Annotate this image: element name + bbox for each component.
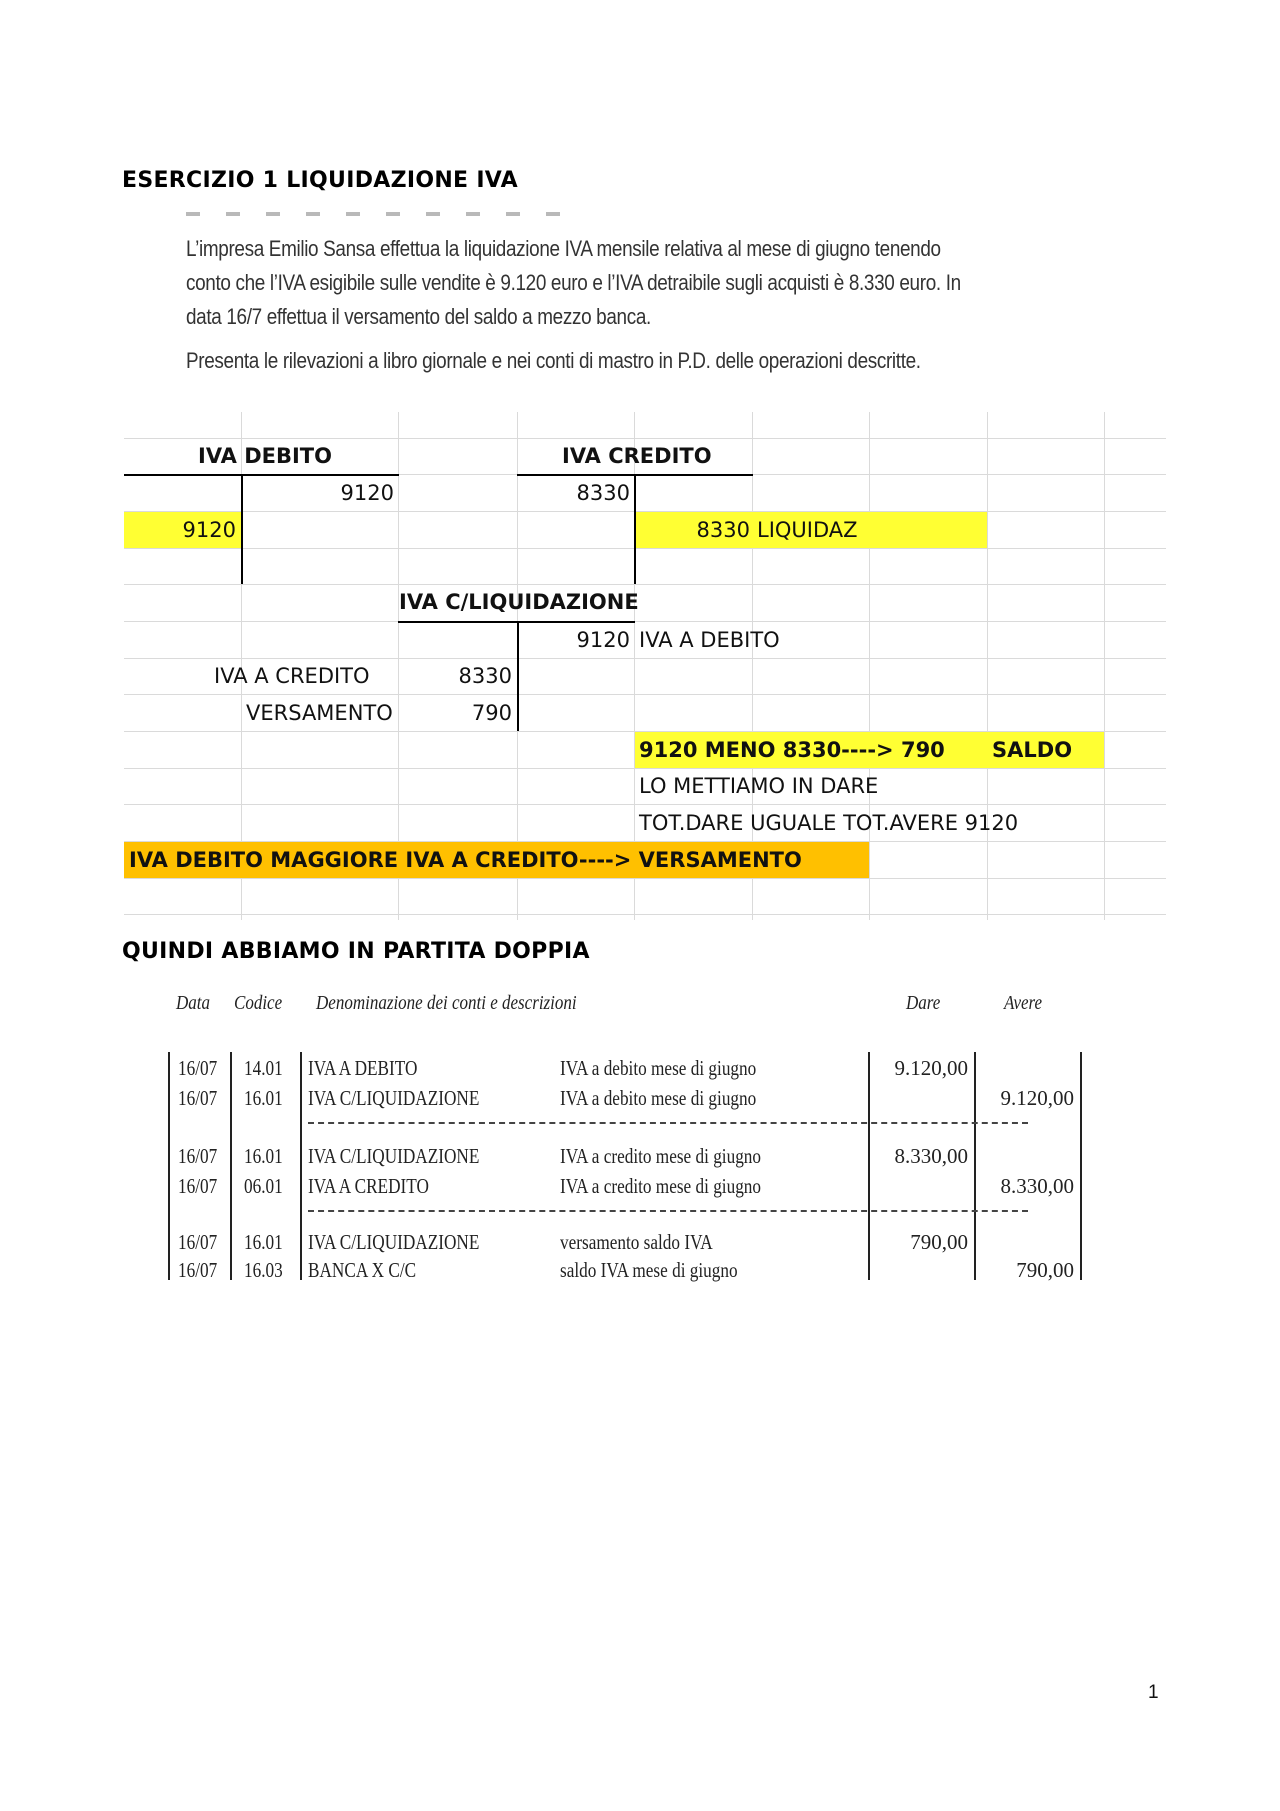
row4-codice: 06.01 — [244, 1174, 283, 1198]
iva-credito-title: IVA CREDITO — [562, 444, 712, 468]
iva-liq-avere-label: IVA A DEBITO — [639, 628, 780, 652]
journal-title: QUINDI ABBIAMO IN PARTITA DOPPIA — [122, 939, 590, 964]
column-rule — [168, 1052, 170, 1280]
row2-descr: IVA a debito mese di giugno — [560, 1086, 757, 1110]
entry-separator — [308, 1210, 1028, 1212]
row6-avere: 790,00 — [1016, 1258, 1074, 1282]
iva-liq-title: IVA C/LIQUIDAZIONE — [399, 590, 639, 614]
iva-credito-note: LIQUIDAZ — [757, 518, 858, 542]
iva-liq-dare1-label: IVA A CREDITO — [214, 664, 370, 688]
row3-dare: 8.330,00 — [894, 1144, 968, 1168]
iva-debito-title: IVA DEBITO — [198, 444, 332, 468]
column-rule — [300, 1052, 302, 1280]
exercise-title: ESERCIZIO 1 LIQUIDAZIONE IVA — [122, 168, 518, 193]
row4-conto: IVA A CREDITO — [308, 1174, 429, 1198]
iva-credito-avere: 8330 — [696, 518, 750, 542]
row1-conto: IVA A DEBITO — [308, 1056, 418, 1080]
row6-codice: 16.03 — [244, 1258, 283, 1282]
grid-line — [124, 584, 1166, 585]
row3-conto: IVA C/LIQUIDAZIONE — [308, 1144, 480, 1168]
grid-line — [1104, 412, 1105, 920]
row5-conto: IVA C/LIQUIDAZIONE — [308, 1230, 480, 1254]
problem-statement — [186, 232, 977, 378]
iva-liq-dare1-value: 8330 — [458, 664, 512, 688]
scan-artifact-bar — [186, 212, 566, 216]
saldo-label: SALDO — [992, 738, 1073, 762]
col-header-data: Data — [176, 992, 210, 1014]
row2-data: 16/07 — [178, 1086, 218, 1110]
row2-avere: 9.120,00 — [1000, 1086, 1074, 1110]
page-number: 1 — [1148, 1682, 1159, 1703]
row4-avere: 8.330,00 — [1000, 1174, 1074, 1198]
t-accounts-sheet — [124, 412, 1166, 920]
grid-line — [124, 914, 1166, 915]
iva-credito-dare: 8330 — [576, 481, 630, 505]
grid-line — [124, 548, 1166, 549]
entry-separator — [308, 1122, 1028, 1124]
row1-dare: 9.120,00 — [894, 1056, 968, 1080]
journal-table — [168, 992, 1088, 1292]
row5-codice: 16.01 — [244, 1230, 283, 1254]
conclusion-note: IVA DEBITO MAGGIORE IVA A CREDITO----> VERSAMENTO — [129, 848, 802, 872]
row4-data: 16/07 — [178, 1174, 218, 1198]
row4-descr: IVA a credito mese di giugno — [560, 1174, 762, 1198]
iva-debito-avere: 9120 — [340, 481, 394, 505]
col-header-dare: Dare — [906, 992, 941, 1014]
col-header-codice: Codice — [234, 992, 283, 1014]
iva-liq-dare2-value: 790 — [471, 701, 512, 725]
column-rule — [230, 1052, 232, 1280]
col-header-denominazione: Denominazione dei conti e descrizioni — [316, 992, 577, 1014]
problem-paragraph-1: L’impresa Emilio Sansa effettua la liquidazione IVA mensile relativa al mese di giugno tenendo conto che l’IVA esigibile sulle vendite è 9.120 euro e l’IVA detraibile sugli acquisti è 8.330 euro. In data 16/7 effettua il versamento del saldo a mezzo banca. — [186, 236, 961, 329]
col-header-avere: Avere — [1004, 992, 1043, 1014]
iva-debito-dare: 9120 — [182, 518, 236, 542]
row5-dare: 790,00 — [910, 1230, 968, 1254]
grid-line — [987, 412, 988, 920]
row2-codice: 16.01 — [244, 1086, 283, 1110]
row6-data: 16/07 — [178, 1258, 218, 1282]
iva-liq-dare2-label: VERSAMENTO — [246, 701, 393, 725]
column-rule — [974, 1052, 976, 1280]
calc-note: 9120 MENO 8330----> 790 — [639, 738, 945, 762]
row5-data: 16/07 — [178, 1230, 218, 1254]
column-rule — [1080, 1052, 1082, 1280]
note-dare: LO METTIAMO IN DARE — [639, 774, 879, 798]
row6-conto: BANCA X C/C — [308, 1258, 417, 1282]
row5-descr: versamento saldo IVA — [560, 1230, 713, 1254]
row3-codice: 16.01 — [244, 1144, 283, 1168]
row1-data: 16/07 — [178, 1056, 218, 1080]
row6-descr: saldo IVA mese di giugno — [560, 1258, 738, 1282]
row3-descr: IVA a credito mese di giugno — [560, 1144, 762, 1168]
row1-codice: 14.01 — [244, 1056, 283, 1080]
row2-conto: IVA C/LIQUIDAZIONE — [308, 1086, 480, 1110]
grid-line — [124, 878, 1166, 879]
iva-liq-avere-value: 9120 — [576, 628, 630, 652]
problem-paragraph-2: Presenta le rilevazioni a libro giornale e nei conti di mastro in P.D. delle operazioni descritte. — [186, 348, 921, 373]
column-rule — [868, 1052, 870, 1280]
row1-descr: IVA a debito mese di giugno — [560, 1056, 757, 1080]
row3-data: 16/07 — [178, 1144, 218, 1168]
grid-line — [869, 412, 870, 920]
note-totals: TOT.DARE UGUALE TOT.AVERE 9120 — [639, 811, 1019, 835]
